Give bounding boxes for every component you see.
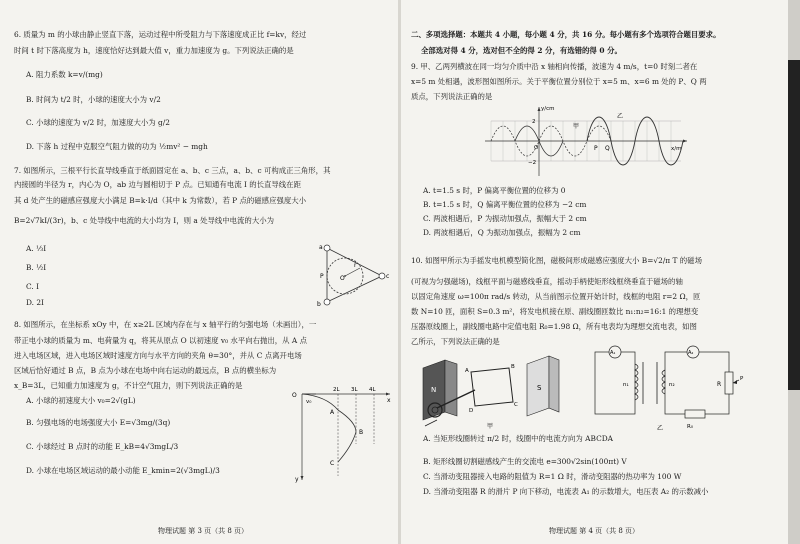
scan-edge xyxy=(788,0,800,544)
q7-option-a: A. ⅓I xyxy=(26,244,47,253)
q6-option-c: C. 小球的速度为 v/2 时，加速度大小为 g/2 xyxy=(26,118,170,127)
q7-label-o: O xyxy=(340,275,345,282)
q7-stem-line-1: 7. 如图所示，三根平行长直导线垂直于纸面固定在 a、b、c 三点，a、b、c 可构成正三角形，其 xyxy=(14,166,331,175)
q7-label-r: r xyxy=(354,262,357,269)
q8-label-o: O xyxy=(292,392,297,399)
q7-triangle-figure xyxy=(300,240,395,310)
q10-label-d: D xyxy=(469,408,474,414)
scan-edge-bar xyxy=(788,60,800,390)
q10-label-p: P xyxy=(740,376,744,382)
q9-stem-line-3: 质点，下列说法正确的是 xyxy=(411,92,493,101)
q10-label-yi: 乙 xyxy=(657,425,664,432)
q10-circuit-figure xyxy=(581,340,751,432)
q8-label-2l: 2L xyxy=(333,387,340,393)
q10-stem-line-6: 乙所示，下列说法正确的是 xyxy=(411,337,500,346)
q8-trajectory-figure xyxy=(290,384,395,484)
q10-label-r: R xyxy=(717,381,722,388)
q7-label-p: P xyxy=(320,273,324,280)
q7-stem-line-3: 其 d 处产生的磁感应强度大小满足 B=k·I/d（其中 k 为常数），若 P 点的磁感应强度大小 xyxy=(14,196,307,205)
q10-stem-line-2: (可视为匀强磁场)，线框平面与磁感线垂直，摇动手柄使矩形线框绕垂直于磁场的轴 xyxy=(411,277,683,286)
q8-label-b: B xyxy=(359,429,364,436)
q9-label-q: Q xyxy=(605,145,610,152)
q7-option-d: D. 2I xyxy=(26,298,44,307)
q9-label-jia: 甲 xyxy=(573,123,580,130)
q7-label-b: b xyxy=(317,301,321,308)
q10-label-n1: n₁ xyxy=(623,382,629,388)
q10-option-b: B. 矩形线圈切割磁感线产生的交流电 e=300√2sin(100πt) V xyxy=(423,457,627,466)
q10-stem-line-5: 压器原线圈上，副线圈电路中定值电阻 R₀=1.98 Ω，所有电表均为理想交流电表，如图 xyxy=(411,322,697,331)
q10-label-s: S xyxy=(537,384,542,392)
q8-label-y: y xyxy=(295,476,299,483)
footer-page-4: 物理试题 第 4 页（共 8 页） xyxy=(549,527,640,535)
section-title: 二、多项选择题：本题共 4 小题，每小题 4 分，共 16 分。每小题有多个选项符合题目要求。 xyxy=(411,30,721,39)
q9-label-p: P xyxy=(594,145,598,152)
q9-option-d: D. 两波相遇后，Q 为振动加强点，振幅为 2 cm xyxy=(423,228,581,237)
q8-label-3l: 3L xyxy=(351,387,358,393)
q9-stem-line-1: 9. 甲、乙两列横波在同一均匀介质中沿 x 轴相向传播，波速为 4 m/s，t=0 时刻二者在 xyxy=(411,62,698,71)
q9-option-a: A. t=1.5 s 时，P 偏离平衡位置的位移为 0 xyxy=(423,186,566,195)
q7-stem-line-2: 内接圆的半径为 r，内心为 O，ab 边与圆相切于 P 点。已知通有电流 I 的长直导线在距 xyxy=(14,180,301,189)
q8-label-x: x xyxy=(387,397,391,404)
q9-option-b: B. t=1.5 s 时，Q 偏离平衡位置的位移为 −2 cm xyxy=(423,200,587,209)
q9-wave-figure xyxy=(481,104,691,178)
q10-label-jia: 甲 xyxy=(487,423,494,430)
q7-stem-line-4: B=2√7kI/(3r)，b、c 处导线中电流的大小均为 I，则 a 处导线中电流的大小为 xyxy=(14,216,274,225)
q8-stem-line-5: x_B=3L，已知重力加速度为 g，不计空气阻力，则下列说法正确的是 xyxy=(14,381,243,390)
q10-generator-figure xyxy=(417,350,567,430)
q7-option-b: B. ½I xyxy=(26,263,47,272)
q6-stem-line-2: 时间 t 时下落高度为 h，速度恰好达到最大值 v，重力加速度为 g。下列说法正确的是 xyxy=(14,46,294,55)
q8-option-b: B. 匀强电场的电场强度大小 E=√3mg/(3q) xyxy=(26,418,171,427)
q7-option-c: C. I xyxy=(26,282,40,291)
q10-label-n2: n₂ xyxy=(669,382,675,388)
q10-option-c: C. 当滑动变阻器接入电路的阻值为 R=1 Ω 时，滑动变阻器的热功率为 100 W xyxy=(423,472,682,481)
page-3 xyxy=(0,0,398,544)
q9-label-yi: 乙 xyxy=(617,113,624,120)
page-4 xyxy=(401,0,788,544)
q10-label-b: B xyxy=(511,364,515,370)
q8-stem-line-3: 进入电场区域，进入电场区域时速度方向与水平方向的夹角 θ=30°，并从 C 点离开电场 xyxy=(14,351,302,360)
q10-label-c: C xyxy=(514,402,518,408)
q8-option-c: C. 小球经过 B 点时的动能 E_kB=4√3mgL/3 xyxy=(26,442,179,451)
q8-stem-line-2: 带正电小球的质量为 m、电荷量为 q，将其从原点 O 以初速度 v₀ 水平向右抛出，从 A 点 xyxy=(14,336,307,345)
q9-label-xm: x/m xyxy=(671,146,682,152)
q6-stem-line-1: 6. 质量为 m 的小球由静止竖直下落，运动过程中所受阻力与下落速度成正比 f=kv，经过 xyxy=(14,30,307,39)
q6-option-a: A. 阻力系数 k=v/(mg) xyxy=(26,70,103,79)
q8-label-4l: 4L xyxy=(369,387,376,393)
q7-label-a: a xyxy=(319,244,323,251)
q10-stem-line-3: 以固定角速度 ω=100π rad/s 转动，从当前图示位置开始计时，线框的电阻 r=2 Ω，匝 xyxy=(411,292,701,301)
q9-label-o: O xyxy=(534,145,539,151)
q8-label-c: C xyxy=(330,460,335,467)
q9-option-c: C. 两波相遇后，P 为振动加强点，振幅大于 2 cm xyxy=(423,214,587,223)
q8-label-a: A xyxy=(330,409,335,416)
q10-label-a1: A₁ xyxy=(610,350,616,356)
q10-label-a: A xyxy=(465,368,469,374)
q10-option-a: A. 当矩形线圈转过 π/2 时，线圈中的电流方向为 ABCDA xyxy=(423,434,613,443)
q9-label-ycm: y/cm xyxy=(541,106,555,112)
q7-label-c: c xyxy=(386,273,390,280)
footer-page-3: 物理试题 第 3 页（共 8 页） xyxy=(158,527,249,535)
q8-stem-line-1: 8. 如图所示，在坐标系 xOy 中，在 x≥2L 区域内存在与 x 轴平行的匀强电场（未画出），一 xyxy=(14,320,317,329)
q10-label-n: N xyxy=(431,386,437,394)
section-note: 全部选对得 4 分，选对但不全的得 2 分，有选错的得 0 分。 xyxy=(421,46,622,55)
q8-stem-line-4: 区域后恰好通过 B 点，B 点为小球在电场中向右运动的最远点，B 点的横坐标为 xyxy=(14,366,277,375)
q10-stem-line-1: 10. 如图甲所示为手摇发电机模型简化图，磁极间形成磁感应强度大小 B=√2/π T 的磁场 xyxy=(411,256,702,265)
q6-option-b: B. 时间为 t/2 时，小球的速度大小为 v/2 xyxy=(26,95,161,104)
q8-label-v0: v₀ xyxy=(306,399,312,405)
q9-label-2: 2 xyxy=(532,119,536,125)
q10-label-a2: A₂ xyxy=(688,350,694,356)
q10-stem-line-4: 数 N=10 匝，面积 S=0.3 m²，将发电机接在原、副线圈匝数比 n₁:n₂=16:1 的理想变 xyxy=(411,307,699,316)
q6-option-d: D. 下落 h 过程中克服空气阻力做的功为 ½mv² − mgh xyxy=(26,142,208,151)
q8-option-a: A. 小球的初速度大小 v₀=2√(gL) xyxy=(26,396,136,405)
q9-label-neg2: −2 xyxy=(528,160,537,166)
q8-option-d: D. 小球在电场区域运动的最小动能 E_kmin=2(√3mgL)/3 xyxy=(26,466,220,475)
q10-label-r0: R₀ xyxy=(687,424,694,430)
q10-option-d: D. 当滑动变阻器 R 的滑片 P 向下移动，电流表 A₁ 的示数增大，电压表 A₂ 的示数减小 xyxy=(423,487,709,496)
q9-stem-line-2: x=5 m 处相遇，波形图如图所示。关于平衡位置分别位于 x=5 m、x=6 m 处的 P、Q 两 xyxy=(411,77,707,86)
